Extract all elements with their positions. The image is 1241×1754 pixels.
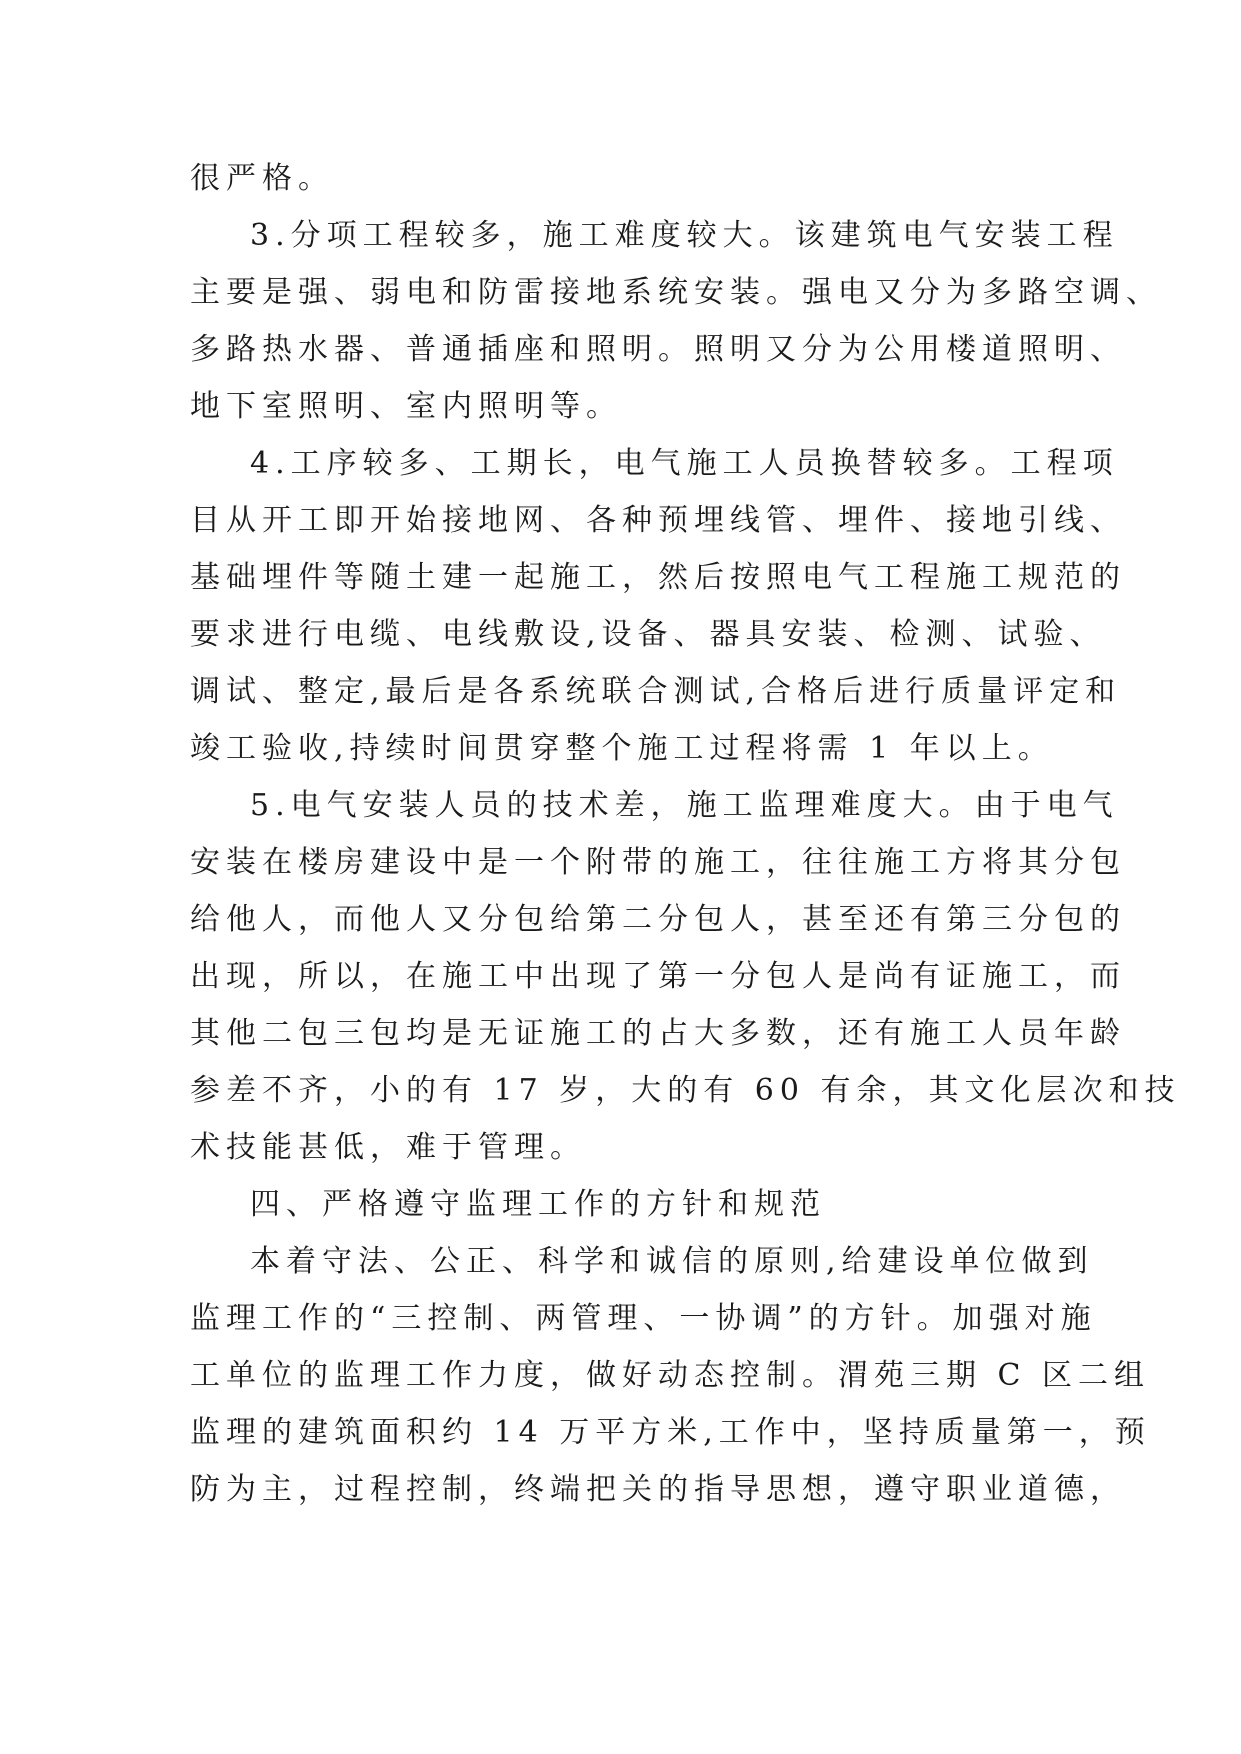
text-line: 安装在楼房建设中是一个附带的施工，往往施工方将其分包 (190, 845, 1126, 880)
text-line: 5.电气安装人员的技术差，施工监理难度大。由于电气 (250, 788, 1119, 823)
text-line: 3.分项工程较多，施工难度较大。该建筑电气安装工程 (250, 218, 1119, 253)
text-line: 很严格。 (190, 161, 334, 196)
text-line: 出现，所以，在施工中出现了第一分包人是尚有证施工，而 (190, 959, 1126, 994)
text-line: 基础埋件等随土建一起施工，然后按照电气工程施工规范的 (190, 560, 1126, 595)
text-line: 调试、整定,最后是各系统联合测试,合格后进行质量评定和 (190, 674, 1122, 709)
text-line: 监理的建筑面积约 14 万平方米,工作中，坚持质量第一，预 (190, 1415, 1151, 1450)
text-line: 要求进行电缆、电线敷设,设备、器具安装、检测、试验、 (190, 617, 1106, 652)
text-line: 防为主，过程控制，终端把关的指导思想，遵守职业道德， (190, 1472, 1126, 1507)
text-line: 多路热水器、普通插座和照明。照明又分为公用楼道照明、 (190, 332, 1126, 367)
text-line: 工单位的监理工作力度，做好动态控制。渭苑三期 C 区二组 (190, 1358, 1151, 1393)
text-line: 监理工作的“三控制、两管理、一协调”的方针。加强对施 (190, 1301, 1097, 1336)
text-line: 给他人，而他人又分包给第二分包人，甚至还有第三分包的 (190, 902, 1126, 937)
text-line: 目从开工即开始接地网、各种预埋线管、埋件、接地引线、 (190, 503, 1126, 538)
text-line: 地下室照明、室内照明等。 (190, 389, 622, 424)
document-body (190, 150, 1181, 1518)
text-line: 术技能甚低，难于管理。 (190, 1130, 586, 1165)
text-line: 四、严格遵守监理工作的方针和规范 (250, 1187, 826, 1222)
text-line: 竣工验收,持续时间贯穿整个施工过程将需 1 年以上。 (190, 731, 1054, 766)
text-line: 参差不齐，小的有 17 岁，大的有 60 有余，其文化层次和技 (190, 1073, 1181, 1108)
text-line: 其他二包三包均是无证施工的占大多数，还有施工人员年龄 (190, 1016, 1126, 1051)
text-line: 主要是强、弱电和防雷接地系统安装。强电又分为多路空调、 (190, 275, 1162, 310)
text-line: 本着守法、公正、科学和诚信的原则,给建设单位做到 (250, 1244, 1094, 1279)
text-line: 4.工序较多、工期长，电气施工人员换替较多。工程项 (250, 446, 1119, 481)
